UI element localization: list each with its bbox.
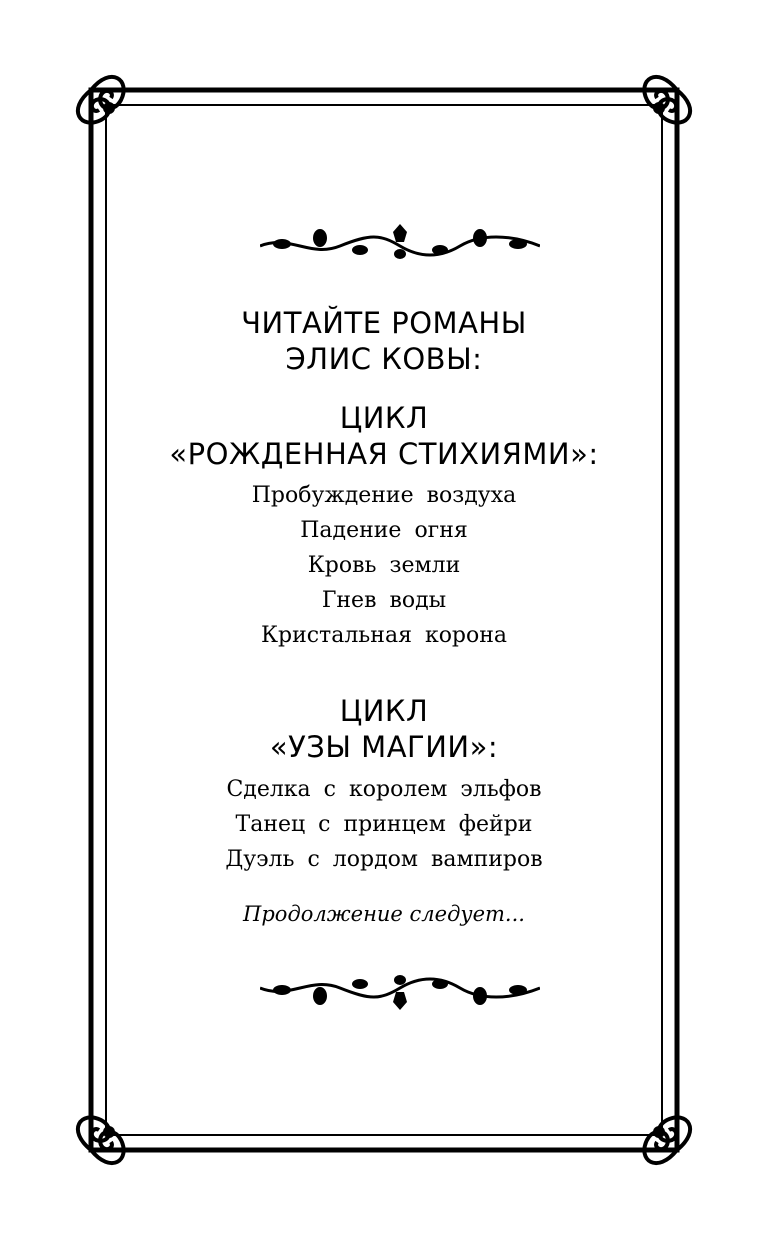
page-heading-line-2: ЭЛИС КОВЫ: [285,342,483,376]
corner-flourish-top-left [78,77,124,123]
book-list-2 [120,772,648,877]
book-title: Гнев воды [321,588,447,613]
floral-divider-bottom [260,970,540,1010]
corner-flourish-top-right [644,77,690,123]
book-title: Дуэль с лордом вампиров [225,847,543,872]
book-title: Сделка с королем эльфов [226,777,542,802]
book-title: Падение огня [300,518,468,543]
series-label: ЦИКЛ [339,694,429,728]
series-name: «УЗЫ МАГИИ»: [269,730,499,764]
corner-flourish-bottom-right [644,1117,690,1163]
floral-divider-top [260,224,540,264]
series-label: ЦИКЛ [339,401,429,435]
page-heading-line-1: ЧИТАЙТЕ РОМАНЫ [241,306,527,340]
corner-flourish-bottom-left [78,1117,124,1163]
book-list-1 [120,478,648,653]
to-be-continued-note: Продолжение следует... [243,902,525,926]
book-title: Пробуждение воздуха [251,483,517,508]
series-block-2 [120,693,648,765]
series-name: «РОЖДЕННАЯ СТИХИЯМИ»: [169,437,599,471]
series-block-1 [120,400,648,472]
book-title: Танец с принцем фейри [235,812,533,837]
book-title: Кристальная корона [260,623,508,648]
book-title: Кровь земли [307,553,461,578]
